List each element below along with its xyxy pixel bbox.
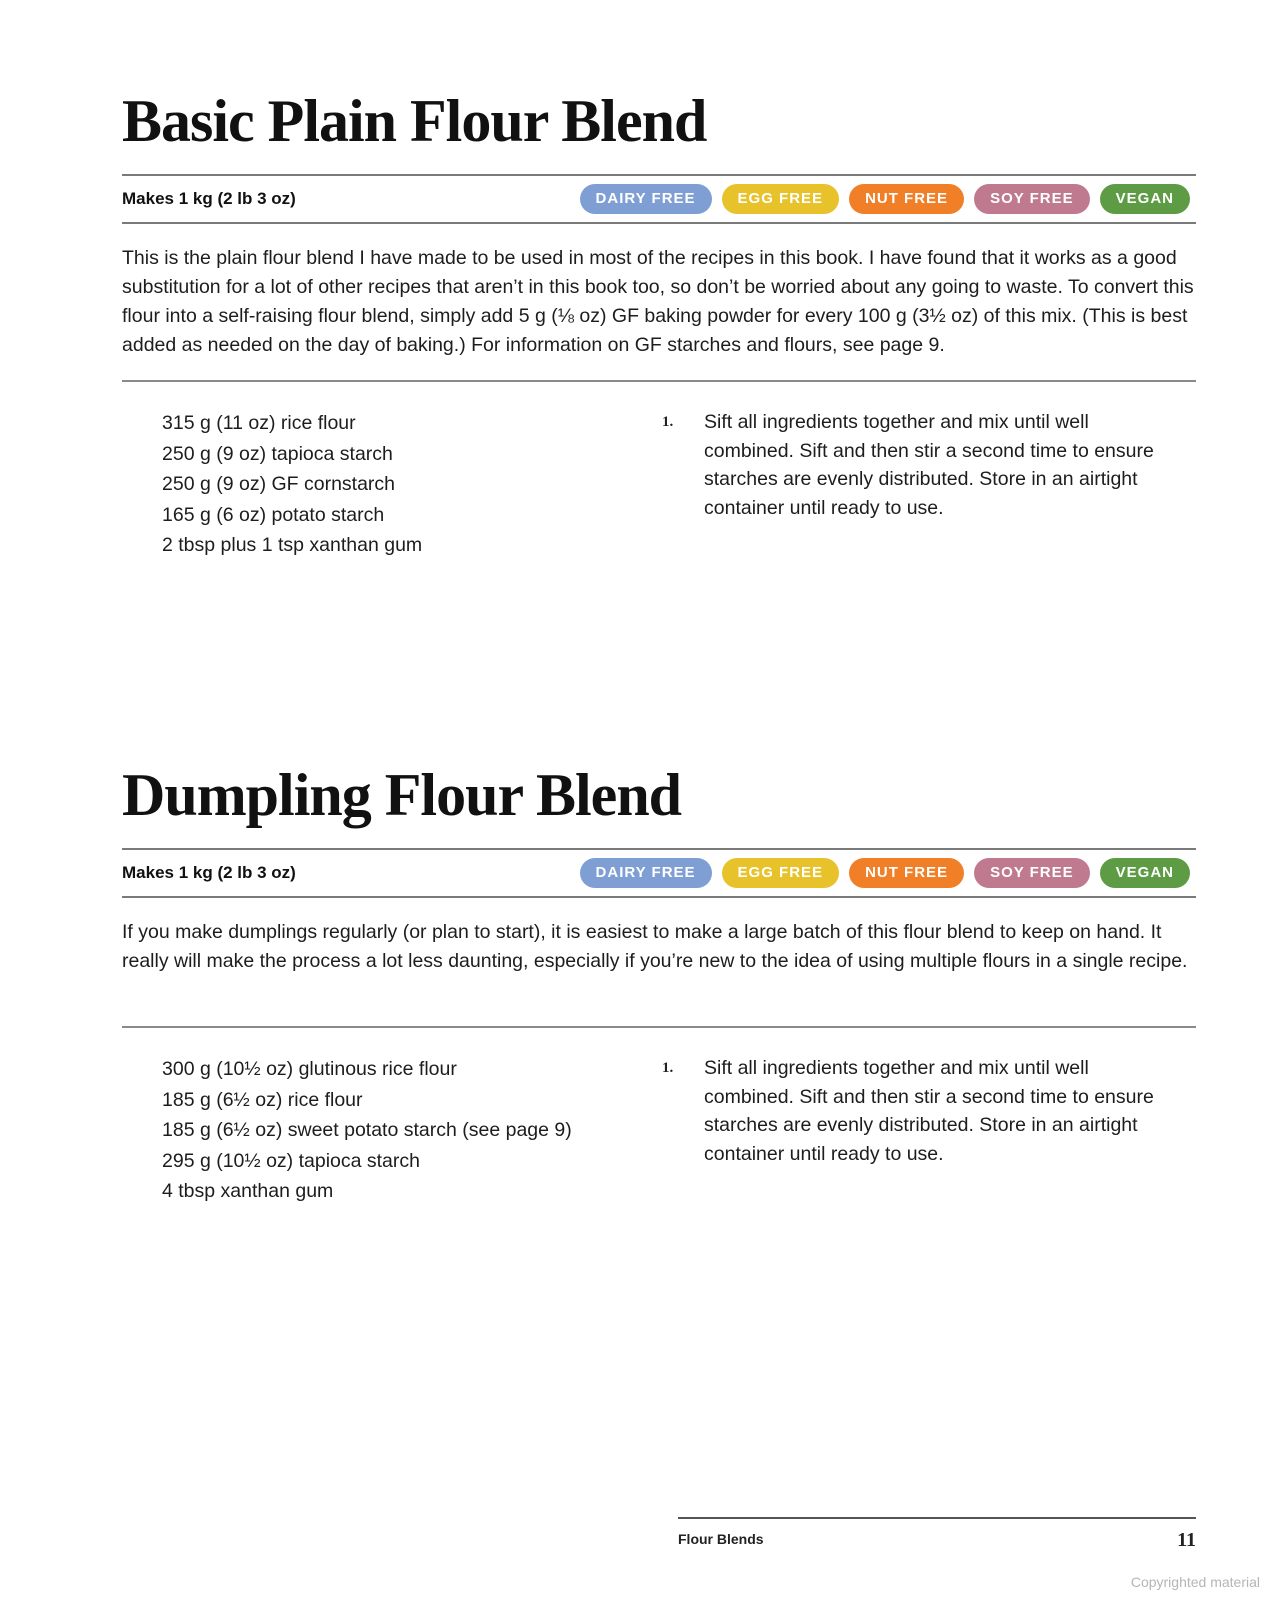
yield-text: Makes 1 kg (2 lb 3 oz) xyxy=(122,863,296,882)
tag-vegan: VEGAN xyxy=(1100,184,1190,214)
tag-soy-free: SOY FREE xyxy=(974,858,1090,888)
tag-soy-free: SOY FREE xyxy=(974,184,1090,214)
ingredient-item: 185 g (6½ oz) sweet potato starch (see page 9) xyxy=(162,1119,572,1141)
tag-dairy-free: DAIRY FREE xyxy=(580,184,712,214)
yield-text: Makes 1 kg (2 lb 3 oz) xyxy=(122,189,296,208)
step-text: Sift all ingredients together and mix until well combined. Sift and then stir a second time to ensure starches are evenly distributed. Store in an airtight container until ready to use. xyxy=(704,1057,1154,1165)
ingredient-item: 2 tbsp plus 1 tsp xanthan gum xyxy=(162,534,423,556)
page-footer xyxy=(678,1517,1196,1551)
ingredient-item: 315 g (11 oz) rice flour xyxy=(162,412,356,434)
method-step xyxy=(662,408,1196,561)
recipe-body xyxy=(122,1054,1196,1207)
recipe-intro: This is the plain flour blend I have made to be used in most of the recipes in this book. I have found that it works as a good substitution for a lot of other recipes that aren’t in this book too, so don’t be worried about any going to waste. To convert this flour into a self-raising flour blend, simply add 5 g (⅛ oz) GF baking powder for every 100 g (3½ oz) of this mix. (This is best added as needed on the day of baking.) For information on GF starches and flours, see page 9. xyxy=(122,247,1194,356)
recipe-intro: If you make dumplings regularly (or plan to start), it is easiest to make a large batch of this flour blend to keep on hand. It really will make the process a lot less daunting, especially if you’re new to the idea of using multiple flours in a single recipe. xyxy=(122,921,1188,972)
ingredient-item: 185 g (6½ oz) rice flour xyxy=(162,1088,363,1111)
ingredient-item: 295 g (10½ oz) tapioca starch xyxy=(162,1149,420,1172)
ingredient-list xyxy=(122,1054,662,1207)
page-number: 11 xyxy=(1177,1529,1196,1551)
tag-egg-free: EGG FREE xyxy=(722,858,840,888)
step-number: 1. xyxy=(662,1060,674,1076)
ingredient-item: 300 g (10½ oz) glutinous rice flour xyxy=(162,1058,457,1080)
recipe-title: Basic Plain Flour Blend xyxy=(122,88,707,154)
recipe-dumpling-flour-blend xyxy=(122,752,1196,1207)
footer-section-title: Flour Blends xyxy=(678,1531,764,1547)
recipe-body xyxy=(122,408,1196,561)
diet-tags xyxy=(580,184,1190,214)
makes-bar xyxy=(122,848,1196,898)
makes-bar xyxy=(122,174,1196,224)
section-divider xyxy=(122,380,1196,382)
ingredient-item: 250 g (9 oz) tapioca starch xyxy=(162,442,393,465)
copyright-watermark: Copyrighted material xyxy=(1130,1574,1260,1590)
method-step xyxy=(662,1054,1196,1207)
tag-nut-free: NUT FREE xyxy=(849,184,964,214)
step-text: Sift all ingredients together and mix until well combined. Sift and then stir a second time to ensure starches are evenly distributed. Store in an airtight container until ready to use. xyxy=(704,411,1154,519)
tag-egg-free: EGG FREE xyxy=(722,184,840,214)
tag-vegan: VEGAN xyxy=(1100,858,1190,888)
section-divider xyxy=(122,1026,1196,1028)
recipe-title: Dumpling Flour Blend xyxy=(122,762,682,828)
step-number: 1. xyxy=(662,414,674,430)
diet-tags xyxy=(580,858,1190,888)
ingredient-list xyxy=(122,408,662,561)
tag-dairy-free: DAIRY FREE xyxy=(580,858,712,888)
recipe-basic-plain-flour-blend xyxy=(122,78,1196,561)
ingredient-item: 4 tbsp xanthan gum xyxy=(162,1180,334,1202)
tag-nut-free: NUT FREE xyxy=(849,858,964,888)
ingredient-item: 165 g (6 oz) potato starch xyxy=(162,503,385,526)
ingredient-item: 250 g (9 oz) GF cornstarch xyxy=(162,473,396,495)
